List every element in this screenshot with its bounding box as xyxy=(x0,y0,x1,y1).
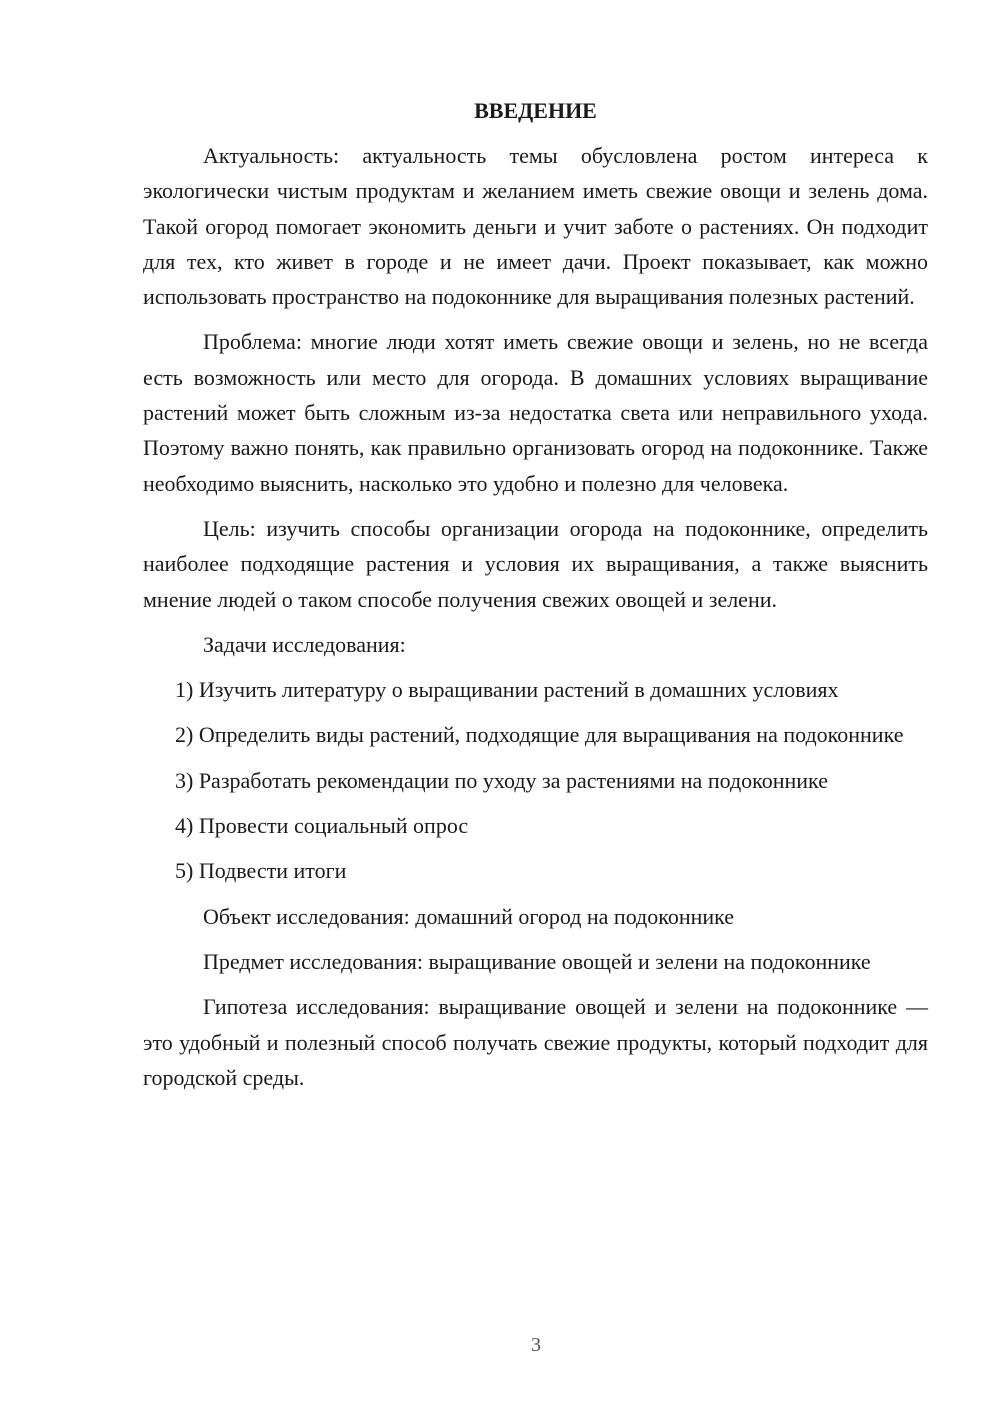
task-item-2: 2) Определить виды растений, подходящие для выращивания на подоконнике xyxy=(175,722,904,748)
subject-paragraph: Предмет исследования: выращивание овощей и зелени на подоконнике xyxy=(203,948,871,974)
task-item-5: 5) Подвести итоги xyxy=(175,858,347,884)
task-item-4: 4) Провести социальный опрос xyxy=(175,813,469,839)
tasks-heading: Задачи исследования: xyxy=(203,631,406,657)
page-title: ВВЕДЕНИЕ xyxy=(474,98,597,123)
problem-paragraph: Проблема: многие люди хотят иметь свежие овощи и зелень, но не всегда есть возможность или место для огорода. В домашних условиях выращивание растений может быть сложным из-за недостатка света или неправильного ухода. Поэтому важно понять, как правильно организовать огород на подоконнике. Также необходимо выяснить, насколько это удобно и полезно для человека. xyxy=(143,329,928,496)
task-item-3: 3) Разработать рекомендации по уходу за растениями на подоконнике xyxy=(175,767,828,793)
page-content xyxy=(143,96,928,1105)
hypothesis-paragraph: Гипотеза исследования: выращивание овощей и зелени на подоконнике — это удобный и полезный способ получать свежие продукты, который подходит для городской среды. xyxy=(143,994,928,1090)
goal-paragraph: Цель: изучить способы организации огорода на подоконнике, определить наиболее подходящие растения и условия их выращивания, а также выяснить мнение людей о таком способе получения свежих овощей и зелени. xyxy=(143,515,928,612)
page-number: 3 xyxy=(531,1334,541,1356)
task-item-1: 1) Изучить литературу о выращивании растений в домашних условиях xyxy=(175,677,839,703)
object-paragraph: Объект исследования: домашний огород на подоконнике xyxy=(203,903,735,929)
relevance-paragraph: Актуальность: актуальность темы обусловлена ростом интереса к экологически чистым продуктам и желанием иметь свежие овощи и зелень дома. Такой огород помогает экономить деньги и учит заботе о растениях. Он подходит для тех, кто живет в городе и не имеет дачи. Проект показывает, как можно использовать пространство на подоконнике для выращивания полезных растений. xyxy=(143,143,928,310)
